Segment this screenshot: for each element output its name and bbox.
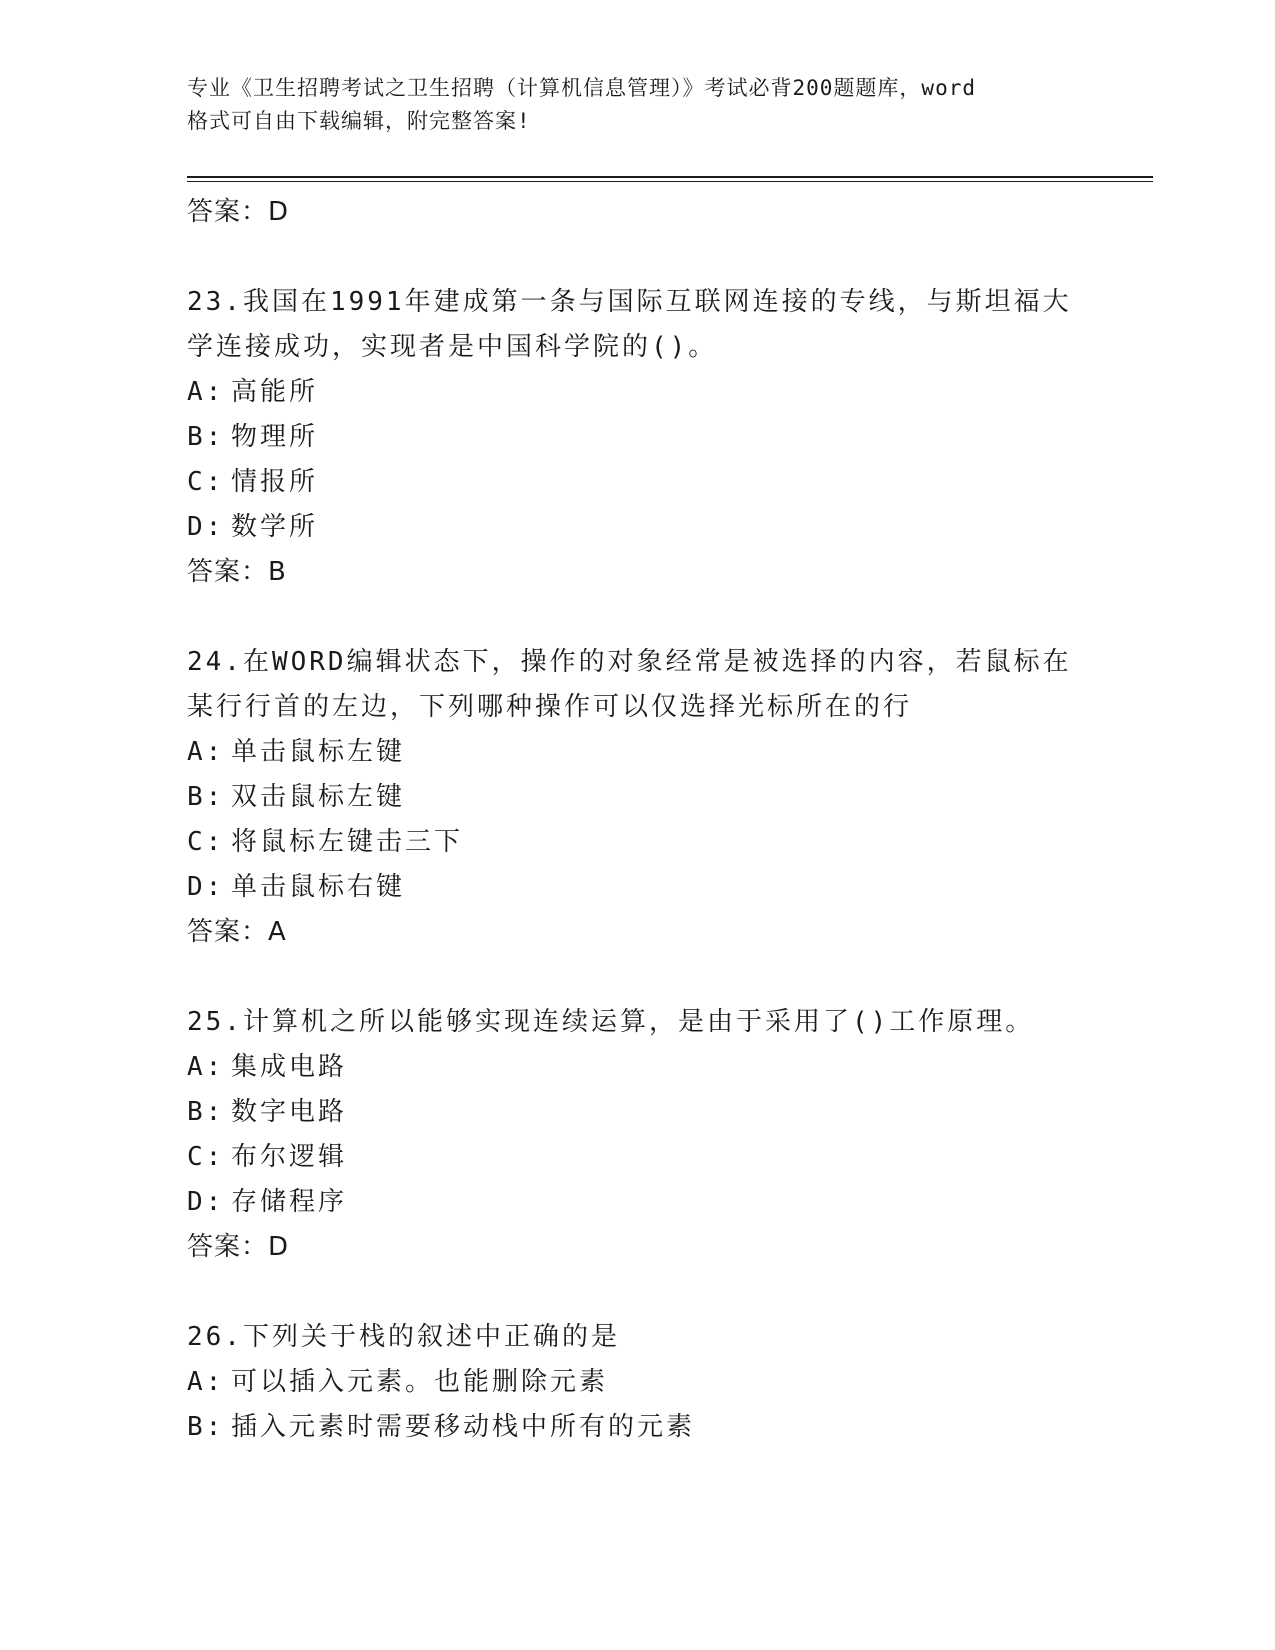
option-d xyxy=(187,865,1087,910)
answer: 答案：B xyxy=(187,557,287,587)
option-letter: C: xyxy=(187,467,225,497)
header-line-2: 格式可自由下载编辑，附完整答案! xyxy=(187,109,531,133)
option-text: 情报所 xyxy=(231,467,319,497)
previous-answer: 答案：D xyxy=(187,197,290,227)
option-letter: D: xyxy=(187,512,225,542)
spacer xyxy=(187,235,1087,280)
option-letter: A: xyxy=(187,1052,225,1082)
question-26 xyxy=(187,1315,1087,1450)
option-text: 可以插入元素。也能删除元素 xyxy=(231,1367,609,1397)
option-text: 高能所 xyxy=(231,377,319,407)
question-24 xyxy=(187,640,1087,955)
question-23 xyxy=(187,280,1087,595)
option-letter: C: xyxy=(187,827,225,857)
option-a xyxy=(187,730,1087,775)
question-text-line: 某行行首的左边，下列哪种操作可以仅选择光标所在的行 xyxy=(187,692,913,722)
option-text: 数字电路 xyxy=(231,1097,348,1127)
header-divider-thin xyxy=(187,181,1153,182)
spacer xyxy=(187,955,1087,1000)
header-line-1: 专业《卫生招聘考试之卫生招聘（计算机信息管理）》考试必背200题题库，word xyxy=(187,76,976,100)
question-text-line: 23.我国在1991年建成第一条与国际互联网连接的专线，与斯坦福大 xyxy=(187,287,1072,317)
option-text: 单击鼠标右键 xyxy=(231,872,406,902)
answer: 答案：A xyxy=(187,917,287,947)
question-25 xyxy=(187,1000,1087,1270)
option-text: 物理所 xyxy=(231,422,319,452)
option-d xyxy=(187,1180,1087,1225)
option-c xyxy=(187,1135,1087,1180)
document-header xyxy=(187,72,1087,138)
option-d xyxy=(187,505,1087,550)
option-b xyxy=(187,1405,1087,1450)
spacer xyxy=(187,1270,1087,1315)
question-list xyxy=(187,190,1087,1450)
option-b xyxy=(187,1090,1087,1135)
question-text-line: 24.在WORD编辑状态下，操作的对象经常是被选择的内容，若鼠标在 xyxy=(187,647,1072,677)
option-letter: D: xyxy=(187,1187,225,1217)
option-letter: A: xyxy=(187,377,225,407)
option-c xyxy=(187,820,1087,865)
option-text: 双击鼠标左键 xyxy=(231,782,406,812)
option-letter: B: xyxy=(187,1097,225,1127)
option-letter: C: xyxy=(187,1142,225,1172)
option-b xyxy=(187,775,1087,820)
option-a xyxy=(187,370,1087,415)
option-a xyxy=(187,1360,1087,1405)
option-c xyxy=(187,460,1087,505)
question-text-line: 25.计算机之所以能够实现连续运算，是由于采用了()工作原理。 xyxy=(187,1007,1035,1037)
option-letter: B: xyxy=(187,422,225,452)
spacer xyxy=(187,595,1087,640)
option-text: 将鼠标左键击三下 xyxy=(231,827,464,857)
option-text: 布尔逻辑 xyxy=(231,1142,348,1172)
option-text: 集成电路 xyxy=(231,1052,348,1082)
option-letter: D: xyxy=(187,872,225,902)
option-letter: A: xyxy=(187,1367,225,1397)
option-text: 单击鼠标左键 xyxy=(231,737,406,767)
option-text: 存储程序 xyxy=(231,1187,348,1217)
option-text: 数学所 xyxy=(231,512,319,542)
option-text: 插入元素时需要移动栈中所有的元素 xyxy=(231,1412,696,1442)
option-a xyxy=(187,1045,1087,1090)
question-text-line: 26.下列关于栈的叙述中正确的是 xyxy=(187,1322,620,1352)
question-text-line: 学连接成功，实现者是中国科学院的()。 xyxy=(187,332,718,362)
header-divider-thick xyxy=(187,176,1153,178)
option-letter: B: xyxy=(187,1412,225,1442)
option-letter: A: xyxy=(187,737,225,767)
answer: 答案：D xyxy=(187,1232,290,1262)
option-b xyxy=(187,415,1087,460)
option-letter: B: xyxy=(187,782,225,812)
